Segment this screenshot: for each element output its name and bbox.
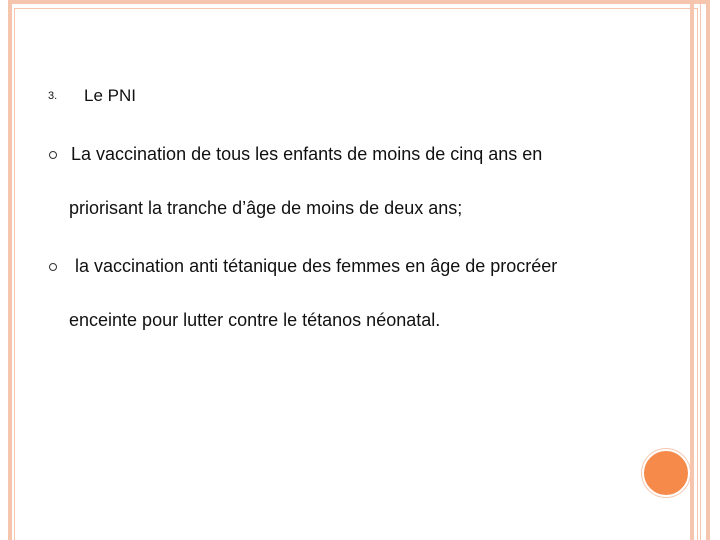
heading-number: 3. xyxy=(48,90,58,102)
bullet-2-line-2: enceinte pour lutter contre le tétanos néonatal. xyxy=(69,310,441,330)
slide-heading: Le PNI xyxy=(84,86,136,105)
right-border-bar xyxy=(690,0,694,540)
bullet-1-line-2: priorisant la tranche d’âge de moins de deux ans; xyxy=(69,198,463,218)
bullet-1-line-1: La vaccination de tous les enfants de moins de cinq ans en xyxy=(71,144,543,164)
orange-dot-decoration xyxy=(642,449,690,497)
bullet-circle-icon xyxy=(49,263,57,271)
bullet-2-line-1: la vaccination anti tétanique des femmes en âge de procréer xyxy=(75,256,558,276)
right-border-line xyxy=(700,0,701,540)
bullet-circle-icon xyxy=(49,151,57,159)
